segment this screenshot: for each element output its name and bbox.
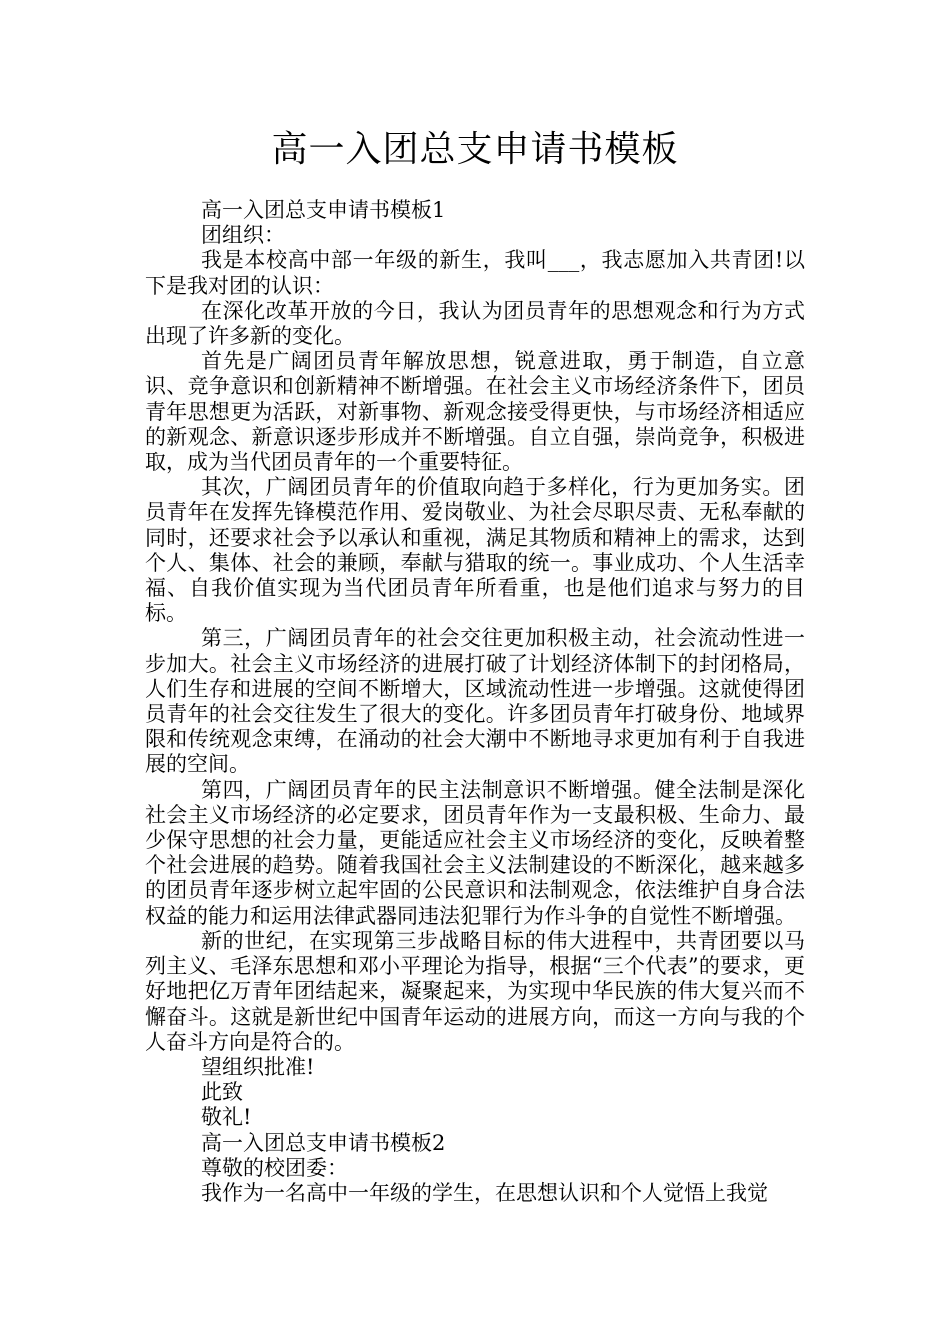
section-heading-2: 高一入团总支申请书模板2 [201, 1130, 446, 1155]
closing-salute: 敬礼! [201, 1105, 252, 1130]
paragraph-intro-2: 我作为一名高中一年级的学生，在思想认识和个人觉悟上我觉 [201, 1180, 768, 1205]
document-title: 高一入团总支申请书模板 [271, 129, 679, 170]
paragraph-second: 其次，广阔团员青年的价值取向趋于多样化，行为更加务实。团员青年在发挥先锋模范作用、爱岗敬业、为社会尽职尽责、无私奉献的同时，还要求社会予以承认和重视，满足其物质和精神上的需求，达到个人、集体、社会的兼顾，奉献与猎取的统一。事业成功、个人生活幸福、自我价值实现为当代团员青年所看重，也是他们追求与努力的目标。 [145, 475, 805, 626]
document-body [145, 198, 805, 1206]
section-heading-1: 高一入团总支申请书模板1 [201, 198, 446, 222]
closing-request: 望组织批准! [201, 1054, 315, 1079]
salutation-2: 尊敬的校团委： [201, 1155, 348, 1180]
paragraph-overview: 在深化改革开放的今日，我认为团员青年的思想观念和行为方式出现了许多新的变化。 [145, 298, 805, 349]
paragraph-fourth: 第四，广阔团员青年的民主法制意识不断增强。健全法制是深化社会主义市场经济的必定要求，团员青年作为一支最积极、生命力、最少保守思想的社会力量，更能适应社会主义市场经济的变化，反映着整个社会进展的趋势。随着我国社会主义法制建设的不断深化，越来越多的团员青年逐步树立起牢固的公民意识和法制观念，依法维护自身合法权益的能力和运用法律武器同违法犯罪行为作斗争的自觉性不断增强。 [145, 777, 805, 928]
paragraph-third: 第三，广阔团员青年的社会交往更加积极主动，社会流动性进一步加大。社会主义市场经济的进展打破了计划经济体制下的封闭格局，人们生存和进展的空间不断增大，区域流动性进一步增强。这就使得团员青年的社会交往发生了很大的变化。许多团员青年打破身份、地域界限和传统观念束缚，在涌动的社会大潮中不断地寻求更加有利于自我进展的空间。 [145, 626, 805, 777]
salutation: 团组织： [201, 223, 285, 248]
paragraph-intro: 我是本校高中部一年级的新生，我叫___，我志愿加入共青团!以下是我对团的认识： [145, 248, 805, 298]
paragraph-new-century: 新的世纪，在实现第三步战略目标的伟大进程中，共青团要以马列主义、毛泽东思想和邓小平理论为指导，根据“三个代表”的要求，更好地把亿万青年团结起来，凝聚起来，为实现中华民族的伟大复兴而不懈奋斗。这就是新世纪中国青年运动的进展方向，而这一方向与我的个人奋斗方向是符合的。 [145, 928, 805, 1054]
paragraph-first: 首先是广阔团员青年解放思想，锐意进取，勇于制造，自立意识、竞争意识和创新精神不断增强。在社会主义市场经济条件下，团员青年思想更为活跃，对新事物、新观念接受得更快，与市场经济相适应的新观念、新意识逐步形成并不断增强。自立自强，崇尚竞争，积极进取，成为当代团员青年的一个重要特征。 [145, 349, 805, 475]
closing-regards: 此致 [201, 1080, 243, 1105]
